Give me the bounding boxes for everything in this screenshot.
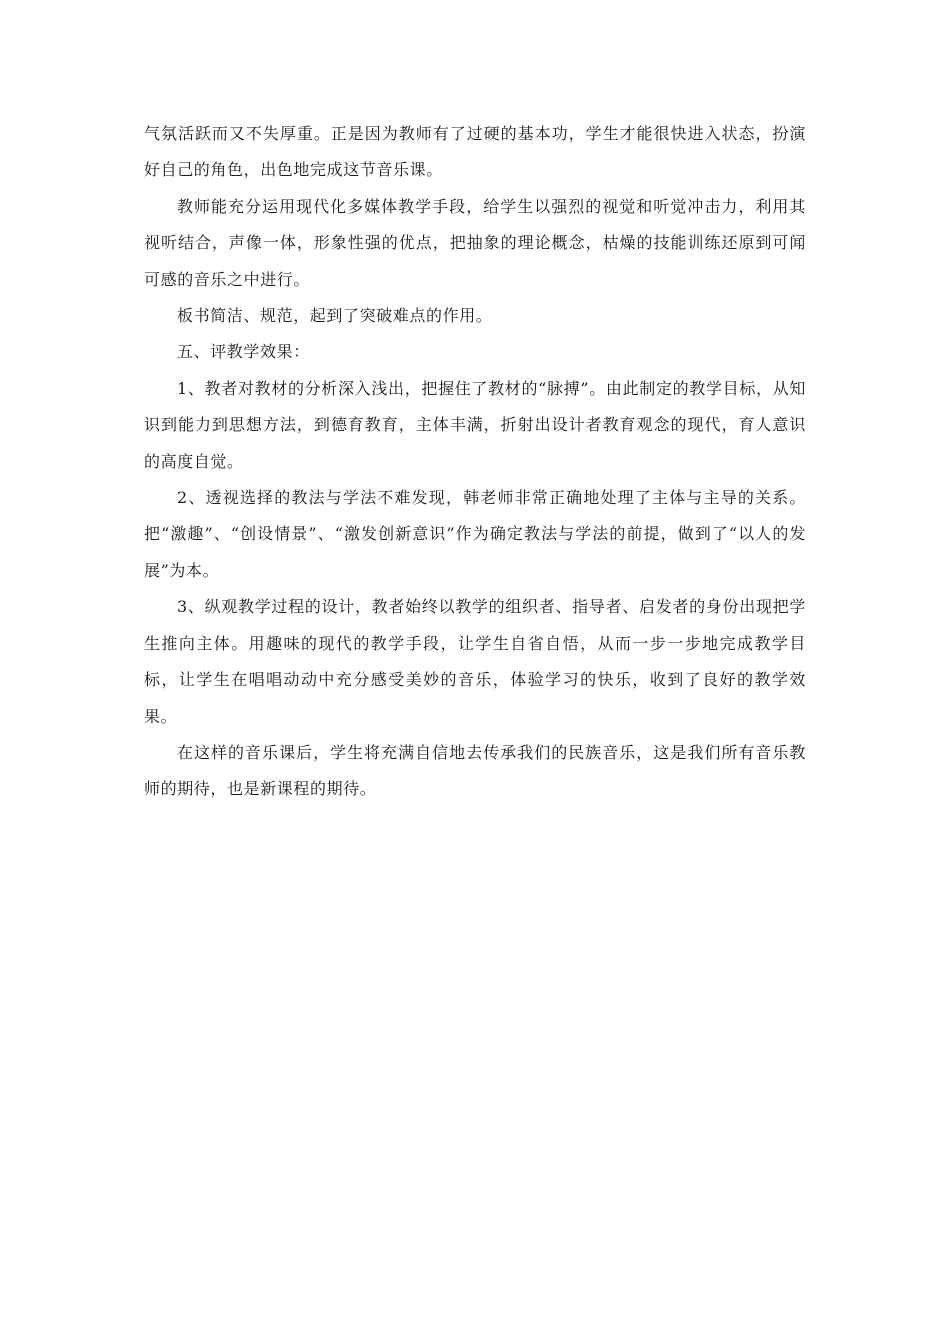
paragraph-point-3: 3、纵观教学过程的设计，教者始终以教学的组织者、指导者、启发者的身份出现把学生推向主体。用趣味的现代的教学手段，让学生自省自悟，从而一步一步地完成教学目标，让学生在唱唱动动中充分感受美妙的音乐，体验学习的快乐，收到了良好的教学效果。 [144,597,806,726]
document-page [144,116,806,808]
paragraph-continuation: 气氛活跃而又不失厚重。正是因为教师有了过硬的基本功，学生才能很快进入状态，扮演好自己的角色，出色地完成这节音乐课。 [144,124,806,180]
paragraph-multimedia: 教师能充分运用现代化多媒体教学手段，给学生以强烈的视觉和听觉冲击力，利用其视听结合，声像一体，形象性强的优点，把抽象的理论概念，枯燥的技能训练还原到可闻可感的音乐之中进行。 [144,196,806,289]
paragraph-blackboard: 板书简洁、规范，起到了突破难点的作用。 [177,306,493,326]
section-heading-teaching-effect: 五、评教学效果： [177,342,310,362]
paragraph-point-2: 2、透视选择的教法与学法不难发现，韩老师非常正确地处理了主体与主导的关系。把“激趣”、“创设情景”、“激发创新意识”作为确定教法与学法的前提，做到了“以人的发展”为本。 [144,488,806,580]
paragraph-conclusion: 在这样的音乐课后，学生将充满自信地去传承我们的民族音乐，这是我们所有音乐教师的期待，也是新课程的期待。 [144,742,806,799]
paragraph-point-1: 1、教者对教材的分析深入浅出，把握住了教材的“脉搏”。由此制定的教学目标，从知识到能力到思想方法，到德育教育，主体丰满，折射出设计者教育观念的现代，育人意识的高度自觉。 [144,378,806,471]
